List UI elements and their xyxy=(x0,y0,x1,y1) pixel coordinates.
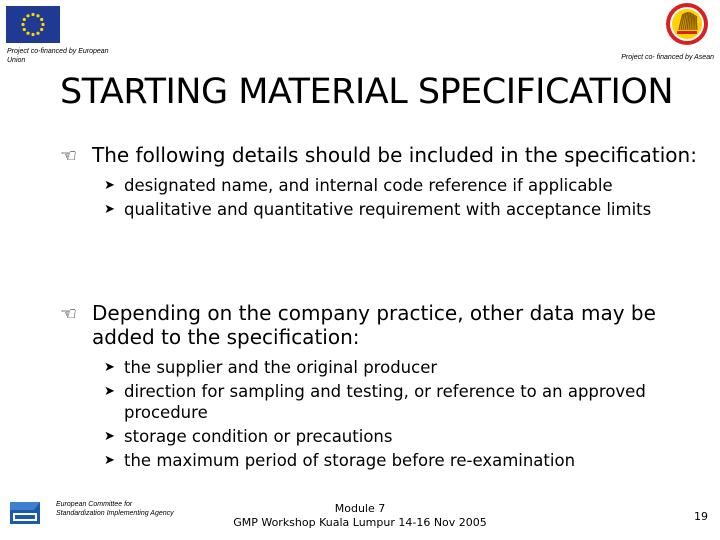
page-number: 19 xyxy=(694,510,708,523)
sub-bullet-text: qualitative and quantitative requirement with acceptance limits xyxy=(124,200,652,219)
eu-credit-text: Project co-financed by European Union xyxy=(7,48,109,64)
asean-credit-text: Project co- financed by Asean xyxy=(621,54,714,61)
sub-bullet-item xyxy=(60,450,700,471)
sub-bullet-text: direction for sampling and testing, or reference to an approved procedure xyxy=(124,382,646,422)
hand-pointer-icon: ☜ xyxy=(60,145,78,167)
hand-pointer-icon: ☜ xyxy=(60,303,78,325)
sub-bullet-list xyxy=(60,357,700,471)
bullet-item-level1 xyxy=(60,143,700,167)
footer-module: Module 7 xyxy=(334,502,386,515)
sub-bullet-item xyxy=(60,175,700,196)
arrow-bullet-icon: ➤ xyxy=(104,453,115,468)
sub-bullet-list xyxy=(60,175,700,220)
arrow-bullet-icon: ➤ xyxy=(104,429,115,444)
slide-title: STARTING MATERIAL SPECIFICATION xyxy=(60,72,674,112)
arrow-bullet-icon: ➤ xyxy=(104,178,115,193)
cen-credit-text: European Committee for Standardization Implementing Agency xyxy=(56,501,174,517)
footer-module-info xyxy=(220,502,500,530)
bullet-block-1 xyxy=(60,143,700,223)
arrow-bullet-icon: ➤ xyxy=(104,384,115,399)
sub-bullet-item xyxy=(60,357,700,378)
bullet-text: The following details should be included in the specification: xyxy=(92,143,697,167)
footer-workshop: GMP Workshop Kuala Lumpur 14-16 Nov 2005 xyxy=(233,516,487,529)
arrow-bullet-icon: ➤ xyxy=(104,202,115,217)
sub-bullet-item xyxy=(60,199,700,220)
bullet-block-2 xyxy=(60,301,700,474)
sub-bullet-text: the supplier and the original producer xyxy=(124,358,438,377)
sub-bullet-text: storage condition or precautions xyxy=(124,427,393,446)
sub-bullet-item xyxy=(60,426,700,447)
asean-emblem-icon xyxy=(665,2,709,46)
cen-logo-icon xyxy=(8,496,42,530)
eu-flag-icon xyxy=(6,6,60,43)
sub-bullet-item xyxy=(60,381,700,423)
bullet-item-level1 xyxy=(60,301,700,349)
arrow-bullet-icon: ➤ xyxy=(104,360,115,375)
sub-bullet-text: designated name, and internal code reference if applicable xyxy=(124,176,613,195)
sub-bullet-text: the maximum period of storage before re-examination xyxy=(124,451,576,470)
bullet-text: Depending on the company practice, other data may be added to the specification: xyxy=(92,301,656,349)
